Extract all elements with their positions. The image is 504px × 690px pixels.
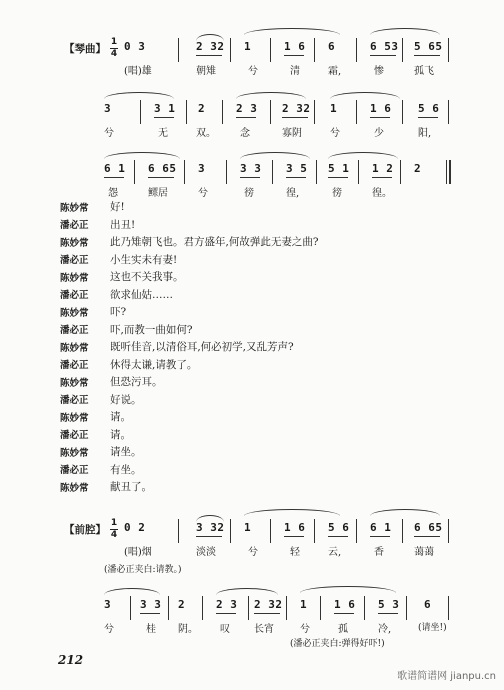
lyric: 孤 [338, 624, 348, 635]
page-number: 212 [58, 653, 84, 667]
dialogue-row [60, 461, 460, 479]
barline [448, 519, 449, 543]
note: 1 [330, 102, 338, 115]
lyric: 兮 [248, 547, 258, 558]
underline [254, 613, 280, 614]
barline [320, 596, 321, 620]
slur [330, 92, 400, 99]
dialogue-row [60, 198, 460, 216]
underline [334, 613, 354, 614]
lyric: 霜, [328, 66, 342, 77]
dialogue-row [60, 286, 460, 304]
underline [216, 613, 236, 614]
note: 2 [414, 162, 422, 175]
barline [248, 596, 249, 620]
time-top: 1 [110, 37, 118, 47]
speaker: 潘必正 [60, 325, 89, 337]
note: 3 3 [140, 598, 162, 611]
barline [230, 38, 231, 62]
time-bottom: 4 [110, 530, 118, 540]
note: 3 32 [196, 521, 225, 534]
time-top: 1 [110, 518, 118, 528]
spoken-line: 这也不关我事。 [110, 271, 184, 284]
spoken-line: 吓,而教一曲如何? [110, 323, 193, 336]
note: 1 [244, 521, 252, 534]
note: 1 6 [284, 521, 306, 534]
barline [270, 38, 271, 62]
section2-label: 【前腔】 [64, 524, 106, 536]
dialogue-row [60, 373, 460, 391]
dialogue-row [60, 268, 460, 286]
note: 2 32 [196, 40, 225, 53]
section1-row-2 [0, 100, 504, 160]
underline [372, 177, 392, 178]
spoken-line: 既听佳音,以清俗耳,何必初学,又乱芳声? [110, 341, 294, 354]
barline [402, 519, 403, 543]
barline [448, 100, 449, 124]
slur [104, 152, 180, 159]
spoken-line: 但恐污耳。 [110, 376, 163, 389]
underline [328, 536, 348, 537]
barline [400, 160, 401, 184]
lyric: 兮 [300, 624, 310, 635]
dialogue-row [60, 391, 460, 409]
note: 5 65 [414, 40, 443, 53]
underline [418, 117, 438, 118]
lyric: 阳, [418, 128, 432, 139]
slur [104, 588, 160, 595]
barline [364, 596, 365, 620]
lyric: 朝雉 [196, 66, 216, 77]
barline [134, 160, 135, 184]
dialogue-row [60, 303, 460, 321]
underline [148, 177, 174, 178]
note: 6 65 [148, 162, 177, 175]
note: 3 5 [286, 162, 308, 175]
speaker: 潘必正 [60, 360, 89, 372]
dialogue-block [60, 198, 460, 496]
underline [414, 536, 440, 537]
barline [286, 596, 287, 620]
barline [406, 596, 407, 620]
lyric: 清 [290, 66, 300, 77]
note: 5 6 [418, 102, 440, 115]
note: 0 2 [124, 521, 146, 534]
barline [402, 100, 403, 124]
barline [222, 100, 223, 124]
lyric: 兮 [104, 128, 114, 139]
lyric: 徨。 [372, 188, 392, 199]
spoken-line: 献丑了。 [110, 481, 152, 494]
spoken-aside: (潘必正夹白:弹得好吓!) [290, 639, 385, 649]
lyric: 徬 [244, 188, 254, 199]
dialogue-row [60, 233, 460, 251]
speaker: 潘必正 [60, 290, 89, 302]
lyric: 徬 [332, 188, 342, 199]
lyric: 双。 [196, 128, 216, 139]
note: 2 [198, 102, 206, 115]
dialogue-row [60, 408, 460, 426]
dialogue-row [60, 338, 460, 356]
note: 2 3 [236, 102, 258, 115]
note: 3 [198, 162, 206, 175]
lyric: 念 [240, 128, 250, 139]
dialogue-row [60, 478, 460, 496]
section1-row-1 [0, 38, 504, 98]
speaker: 陈妙常 [60, 482, 89, 494]
lyric: 轻 [290, 547, 300, 558]
lyric: 孤飞 [414, 66, 434, 77]
dialogue-row [60, 356, 460, 374]
note: 5 6 [328, 521, 350, 534]
barline [316, 160, 317, 184]
barline [314, 519, 315, 543]
speaker: 陈妙常 [60, 237, 89, 249]
barline [186, 100, 187, 124]
note: 6 65 [414, 521, 443, 534]
spoken-line: 请坐。 [110, 446, 142, 459]
lyric: 长宵 [254, 624, 274, 635]
underline [378, 613, 398, 614]
barline [178, 519, 179, 543]
note: 3 [104, 598, 112, 611]
section1-label: 【琴曲】 [64, 43, 106, 55]
lyric: 怨 [108, 188, 118, 199]
slur [244, 28, 340, 35]
note: 3 1 [154, 102, 176, 115]
note: 1 [300, 598, 308, 611]
lyric: 兮 [330, 128, 340, 139]
lyric: 寡阴 [282, 128, 302, 139]
speaker: 陈妙常 [60, 377, 89, 389]
underline [414, 55, 440, 56]
speaker: 潘必正 [60, 430, 89, 442]
lyric: 香 [374, 547, 384, 558]
barline [130, 596, 131, 620]
lyric: 兮 [198, 188, 208, 199]
speaker: 陈妙常 [60, 447, 89, 459]
dialogue-row [60, 216, 460, 234]
speaker: 潘必正 [60, 255, 89, 267]
underline [140, 613, 160, 614]
underline [196, 55, 222, 56]
barline [314, 100, 315, 124]
note: 1 6 [370, 102, 392, 115]
note: 1 [244, 40, 252, 53]
note: 2 3 [216, 598, 238, 611]
spoken-line: 出丑! [110, 218, 136, 231]
note: 3 [104, 102, 112, 115]
slur [216, 588, 278, 595]
spoken-aside: (潘必正夹白:请教。) [104, 565, 182, 575]
lyric: (唱)烟 [124, 547, 152, 558]
lyric: 桂 [146, 624, 156, 635]
barline [356, 38, 357, 62]
speaker: 陈妙常 [60, 272, 89, 284]
note: 1 6 [284, 40, 306, 53]
barline [314, 38, 315, 62]
barline [356, 519, 357, 543]
barline [448, 596, 449, 620]
spoken-line: 此乃雉朝飞也。君方盛年,何故弹此无妻之曲? [110, 236, 319, 249]
speaker: 潘必正 [60, 395, 89, 407]
slur [196, 515, 224, 522]
note: 6 1 [370, 521, 392, 534]
barline [202, 596, 203, 620]
speaker: 陈妙常 [60, 412, 89, 424]
lyric: 兮 [248, 66, 258, 77]
barline [270, 100, 271, 124]
dialogue-row [60, 321, 460, 339]
note: 6 [328, 40, 336, 53]
speaker: 潘必正 [60, 220, 89, 232]
slur [236, 92, 306, 99]
lyric: 蔼蔼 [414, 547, 434, 558]
underline [154, 117, 174, 118]
speaker: 潘必正 [60, 465, 89, 477]
underline [236, 117, 256, 118]
note: 2 32 [282, 102, 311, 115]
lyric: 叹 [220, 624, 230, 635]
note: 6 [424, 598, 432, 611]
note: 5 3 [378, 598, 400, 611]
note: 1 6 [334, 598, 356, 611]
spoken-line: 欲求仙姑…… [110, 288, 173, 301]
lyric: 淡淡 [196, 547, 216, 558]
spoken-line: 请。 [110, 411, 131, 424]
barline [184, 160, 185, 184]
spoken-aside: (请坐!) [418, 623, 447, 633]
underline [370, 117, 390, 118]
underline [370, 55, 396, 56]
lyric: 徨, [286, 188, 300, 199]
note: 6 1 [104, 162, 126, 175]
slur [370, 28, 440, 35]
barline [272, 160, 273, 184]
spoken-line: 小生实未有妻! [110, 253, 178, 266]
lyric: 云, [328, 547, 342, 558]
barline [358, 160, 359, 184]
underline [196, 536, 222, 537]
note: 6 53 [370, 40, 399, 53]
spoken-line: 休得太谦,请教了。 [110, 358, 198, 371]
underline [282, 117, 308, 118]
lyric: 少 [374, 128, 384, 139]
slur [196, 34, 224, 41]
slur [244, 509, 340, 516]
lyric: (唱)雄 [124, 66, 152, 77]
spoken-line: 吓? [110, 306, 127, 319]
barline [446, 160, 447, 184]
note: 2 [178, 598, 186, 611]
slur [328, 152, 398, 159]
spoken-line: 好! [110, 201, 125, 214]
underline [284, 536, 304, 537]
spoken-line: 有坐。 [110, 463, 142, 476]
barline [178, 38, 179, 62]
slur [240, 152, 310, 159]
barline [356, 100, 357, 124]
time-bottom: 4 [110, 49, 118, 59]
note: 5 1 [328, 162, 350, 175]
lyric: 阴。 [178, 624, 198, 635]
spoken-line: 请。 [110, 428, 131, 441]
barline [230, 519, 231, 543]
barline [140, 100, 141, 124]
lyric: 惨 [374, 66, 384, 77]
speaker: 陈妙常 [60, 342, 89, 354]
slur [104, 92, 174, 99]
speaker: 陈妙常 [60, 202, 89, 214]
slur [370, 509, 440, 516]
barline [226, 160, 227, 184]
underline [284, 55, 304, 56]
lyric: 冷, [378, 624, 392, 635]
note: 0 3 [124, 40, 146, 53]
speaker: 陈妙常 [60, 307, 89, 319]
underline [370, 536, 390, 537]
note: 3 3 [240, 162, 262, 175]
barline [168, 596, 169, 620]
dialogue-row [60, 443, 460, 461]
note: 1 2 [372, 162, 394, 175]
section2-row-1 [0, 519, 504, 579]
lyric: 兮 [104, 624, 114, 635]
underline [240, 177, 260, 178]
lyric: 无 [158, 128, 168, 139]
barline [270, 519, 271, 543]
underline [286, 177, 306, 178]
watermark: 歌谱简谱网 jianpu.cn [397, 671, 496, 682]
slur [300, 586, 396, 593]
barline [449, 160, 451, 184]
barline [402, 38, 403, 62]
spoken-line: 好说。 [110, 393, 142, 406]
dialogue-row [60, 426, 460, 444]
lyric: 鳏居 [148, 188, 168, 199]
note: 2 32 [254, 598, 283, 611]
barline [448, 38, 449, 62]
underline [328, 177, 348, 178]
dialogue-row [60, 251, 460, 269]
underline [104, 177, 124, 178]
